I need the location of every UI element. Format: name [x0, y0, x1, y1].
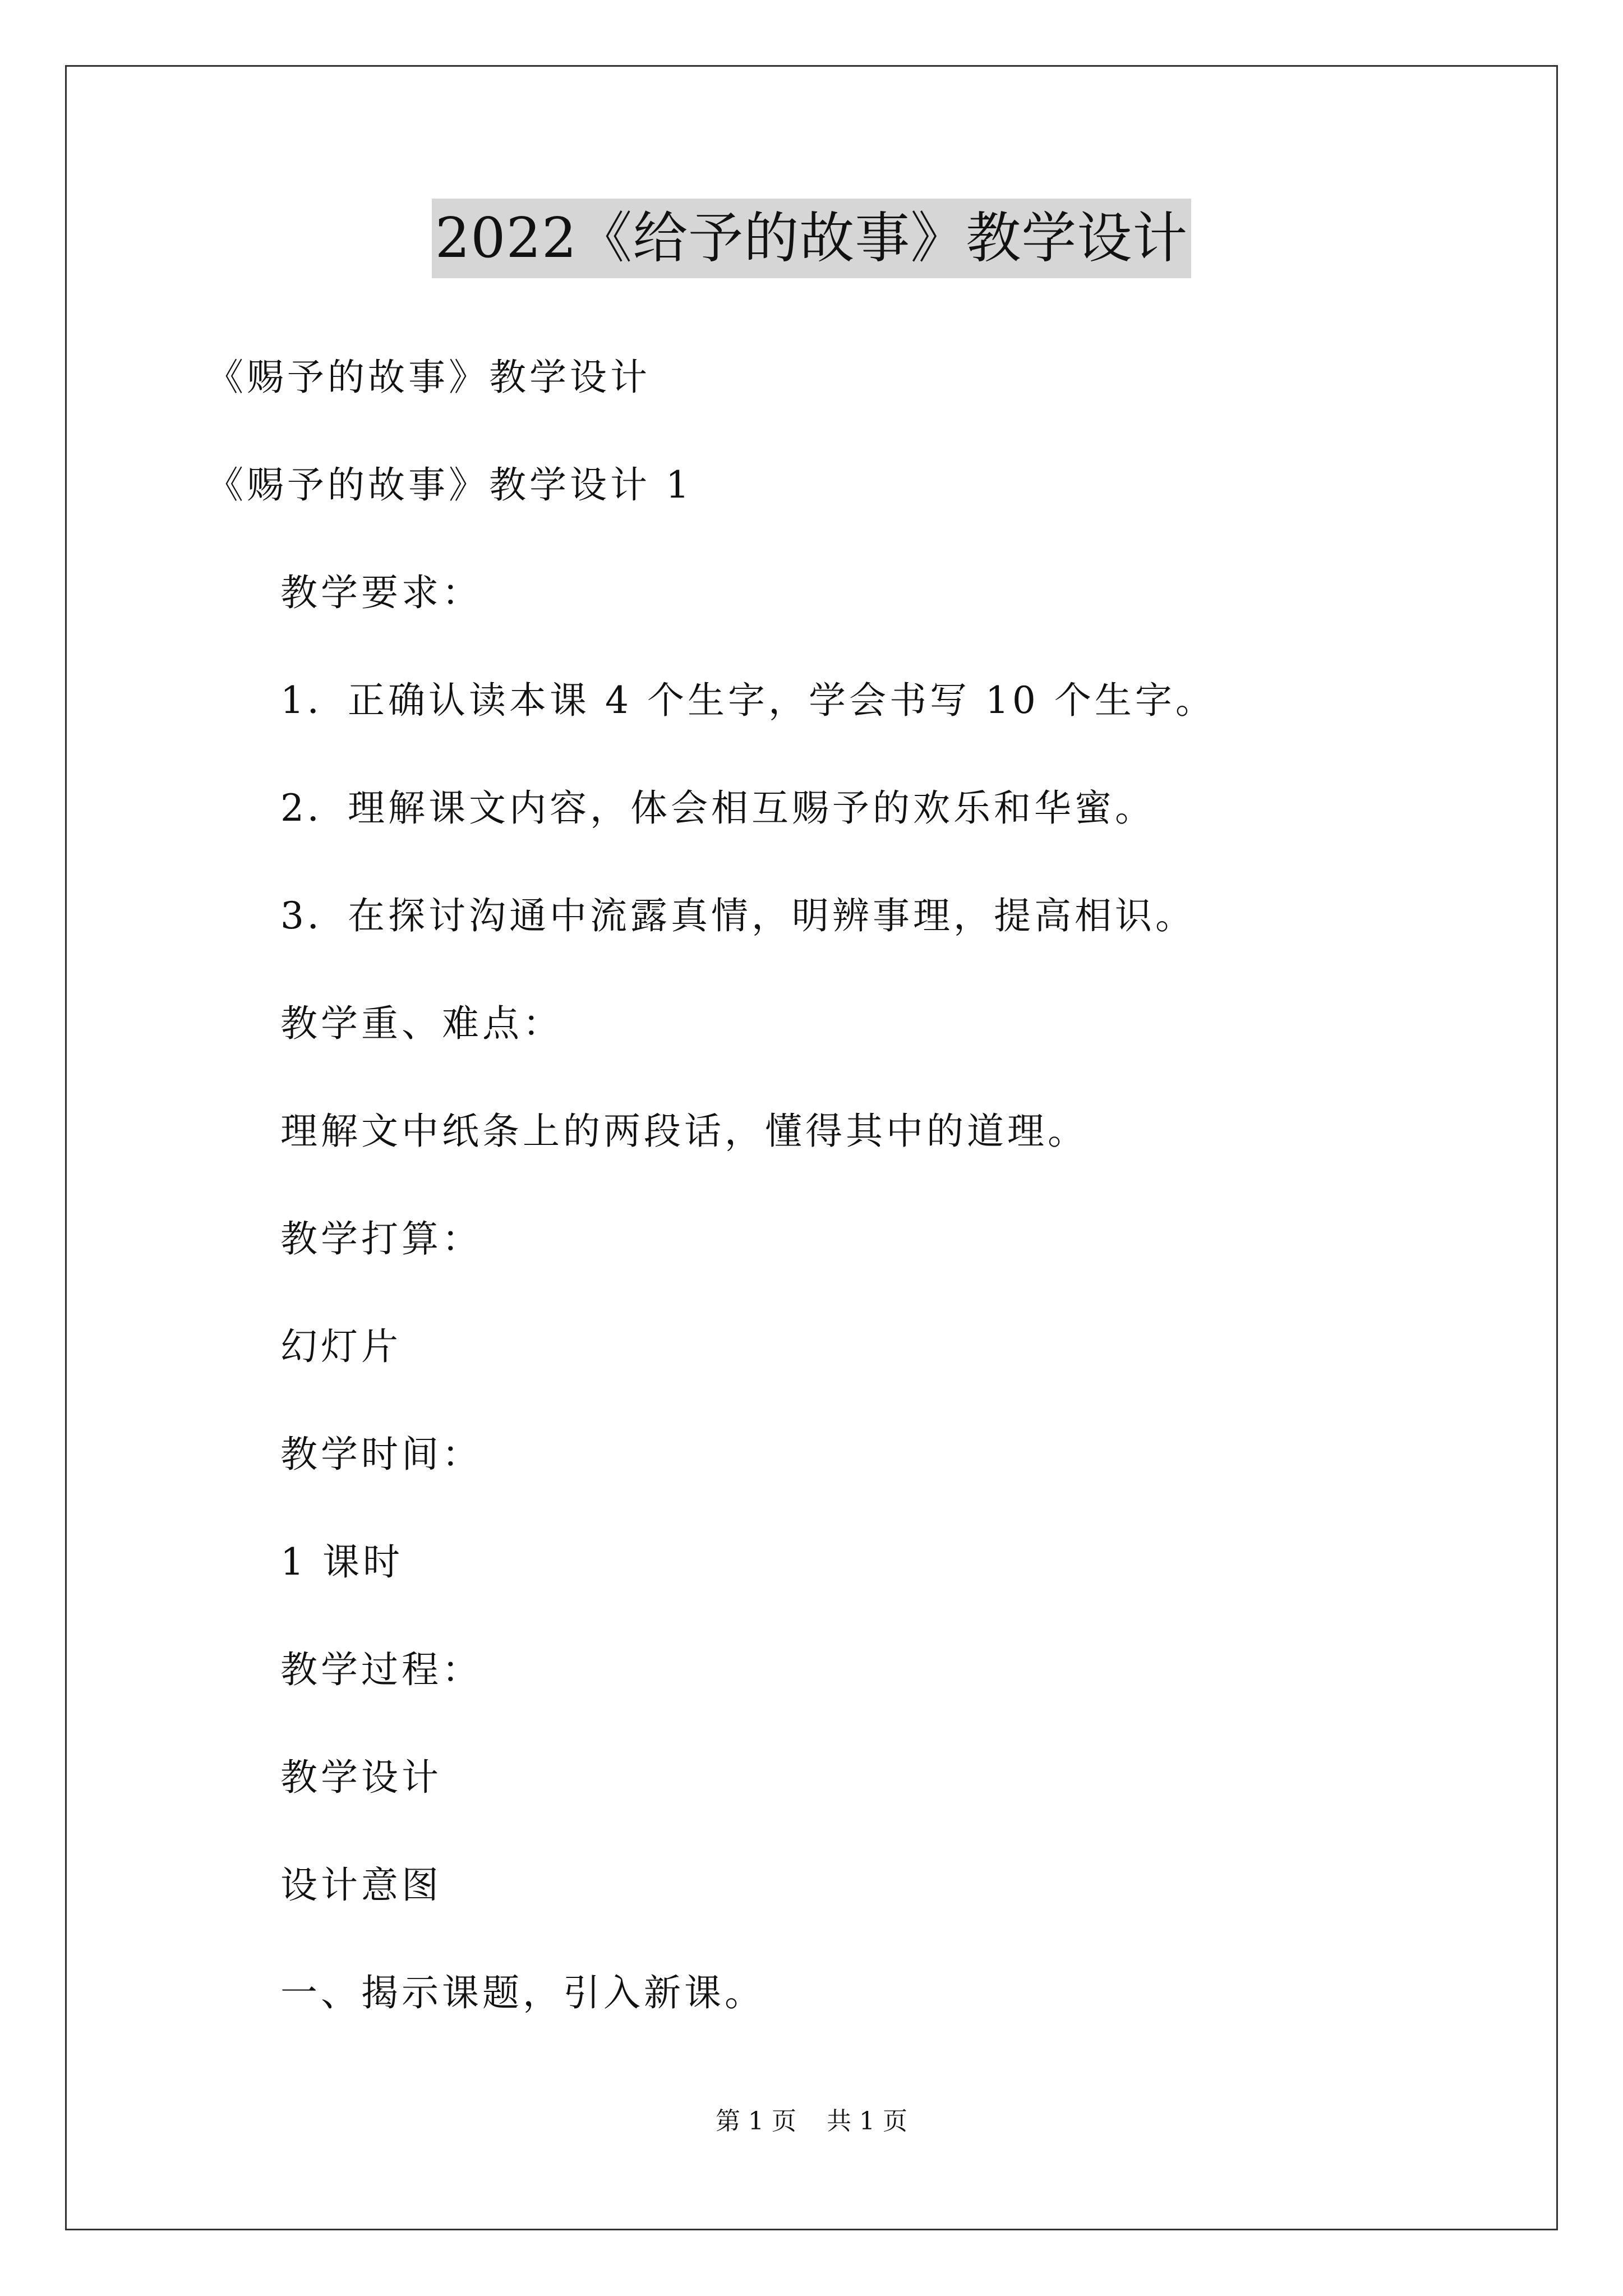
paragraph: 2．理解课文内容，体会相互赐予的欢乐和华蜜。 — [280, 786, 1155, 830]
paragraph: 教学设计 — [280, 1756, 442, 1799]
paragraph: 理解文中纸条上的两段话，懂得其中的道理。 — [280, 1110, 1088, 1153]
document-title: 2022《给予的故事》教学设计 — [432, 199, 1191, 278]
paragraph: 教学时间： — [280, 1433, 482, 1476]
paragraph: 幻灯片 — [280, 1325, 402, 1368]
paragraph: 教学打算： — [280, 1217, 482, 1260]
paragraph: 教学过程： — [280, 1648, 482, 1691]
paragraph: 一、揭示课题，引入新课。 — [280, 1971, 765, 2014]
page-number-total: 共 1 页 — [827, 2107, 907, 2136]
paragraph: 设计意图 — [280, 1864, 442, 1907]
paragraph-subheading: 《赐予的故事》教学设计 1 — [206, 463, 693, 507]
paragraph: 教学重、难点： — [280, 1002, 563, 1045]
paragraph: 3．在探讨沟通中流露真情，明辨事理，提高相识。 — [280, 894, 1196, 937]
title-container — [0, 199, 1623, 278]
page-number-current: 第 1 页 — [716, 2107, 796, 2136]
paragraph: 1 课时 — [280, 1540, 403, 1584]
paragraph: 1．正确认读本课 4 个生字，学会书写 10 个生字。 — [280, 679, 1216, 722]
paragraph: 教学要求： — [280, 571, 482, 614]
paragraph-heading: 《赐予的故事》教学设计 — [206, 356, 651, 399]
page-footer — [0, 2105, 1623, 2138]
